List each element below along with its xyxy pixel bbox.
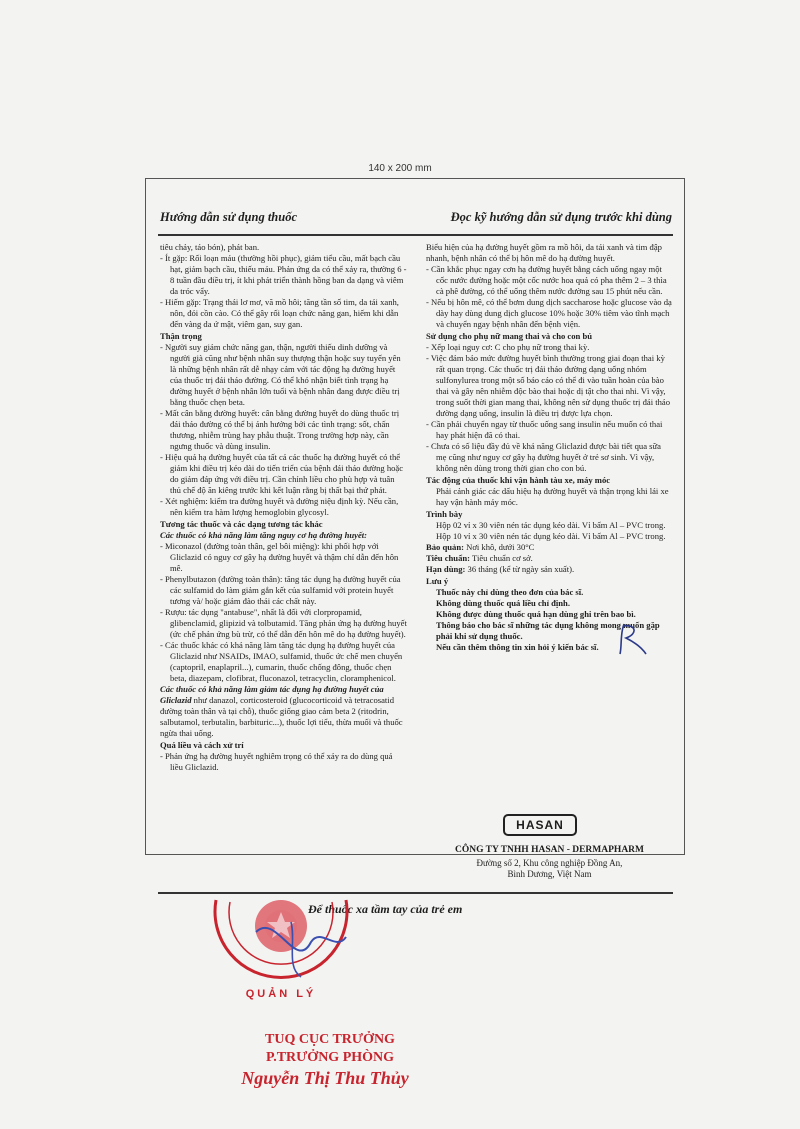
handwritten-initials (616, 620, 650, 658)
note-item: Thông báo cho bác sĩ những tác dụng không mong muốn gặp phải khi sử dụng thuốc. (436, 620, 660, 641)
overdose-item: - Phản ứng hạ đường huyết nghiêm trọng có thể xảy ra do dùng quá liều Gliclazid. (160, 751, 393, 772)
signatory-title-line1: TUQ CỤC TRƯỞNG (265, 1032, 395, 1047)
packaging-item: Hộp 02 vỉ x 30 viên nén tác dụng kéo dài. Vỉ bấm Al – PVC trong. (436, 520, 666, 530)
size-label: 140 x 200 mm (368, 163, 432, 174)
packaging-heading: Trình bày (426, 509, 463, 519)
note-item: Không được dùng thuốc quá hạn dùng ghi trên bao bì. (436, 609, 636, 619)
overdose-treatment-item: - Cần khắc phục ngay cơn hạ đường huyết bằng cách uống ngay một cốc nước đường hoặc một cốc nước hoa quả có pha thêm 2 – 3 thìa cà phê đường, có thể uống thêm nước đường sau 15 phút nếu cần. (426, 264, 667, 296)
driving-text: Phải cảnh giác các dấu hiệu hạ đường huyết và thận trọng khi lái xe hay vận hành máy móc. (436, 486, 669, 507)
overdose-treatment-item: - Nếu bị hôn mê, có thể bơm dung dịch saccharose hoặc glucose vào dạ dày hay dùng dung dịch glucose 10% hoặc 30% tiêm vào tĩnh mạch và chuyển ngay bệnh nhân đến bệnh viện. (426, 297, 672, 329)
signatory-title-line2: P.TRƯỞNG PHÒNG (265, 1050, 395, 1065)
note-item: Nếu cần thêm thông tin xin hỏi ý kiến bác sĩ. (436, 642, 599, 652)
packaging-item: Hộp 10 vỉ x 30 viên nén tác dụng kéo dài. Vỉ bấm Al – PVC trong. (436, 531, 666, 541)
overdose-heading: Quá liều và cách xử trí (160, 740, 244, 750)
pregnancy-item: - Việc đảm bảo mức đường huyết bình thường trong giai đoạn thai kỳ rất quan trọng. Các thuốc trị đái tháo đường dạng uống nhóm sulfonylurea trong một số báo cáo có thể đi vào tuần hoàn của bào thai và gây nên nhiễm độc bào thai hoặc dị tật cho thai nhi. Vì vậy, trong suốt thời gian mang thai, không nên sử dụng thuốc trị đái tháo đường dạng uống, insulin là điều trị được lựa chọn. (426, 353, 671, 418)
precaution-item: - Hiệu quả hạ đường huyết của tất cả các thuốc hạ đường huyết có thể giảm khi điều trị kéo dài do tiến triển của bệnh đái tháo đường hoặc do giảm đáp ứng với điều trị. Cần chỉnh liều cho phù hợp và tuân thủ chế độ ăn kiêng trước khi kết luận rằng bị thất bại thứ phát. (160, 452, 404, 495)
shelf-life-line: Hạn dùng: 36 tháng (kể từ ngày sản xuất). (426, 564, 575, 574)
storage-line: Bảo quản: Nơi khô, dưới 30°C (426, 542, 535, 552)
left-column (160, 242, 407, 773)
company-name: CÔNG TY TNHH HASAN - DERMAPHARM (454, 845, 645, 855)
right-column (426, 242, 673, 653)
side-effects-rare: - Hiếm gặp: Trạng thái lơ mơ, vã mồ hôi; tăng tần số tim, da tái xanh, nôn, đói cồn cào. Có thể gây rối loạn chức năng gan, hiếm khi dẫn đến vàng da ứ mật, viêm gan, suy gan. (160, 297, 399, 329)
header-right-title: Đọc kỹ hướng dẫn sử dụng trước khi dùng (450, 210, 672, 224)
interaction-item: - Phenylbutazon (đường toàn thân): tăng tác dụng hạ đường huyết của các sulfamid do làm giảm gắn kết của sulfamid với protein huyết tương và/ hoặc giảm đào thải các chất này. (160, 574, 401, 606)
signatory-name: Nguyễn Thị Thu Thủy (241, 1068, 409, 1088)
pregnancy-item: - Cần phải chuyển ngay từ thuốc uống sang insulin nếu muốn có thai hay phát hiện đã có thai. (426, 419, 663, 440)
pregnancy-item: - Chưa có số liệu đầy đủ về khả năng Gliclazid được bài tiết qua sữa mẹ cũng như nguy cơ gây hạ đường huyết ở trẻ sơ sinh. Vì vậy, không nên dùng trong thời gian cho con bú. (426, 441, 661, 473)
notes-heading: Lưu ý (426, 576, 449, 586)
company-address (426, 858, 673, 880)
company-address-line1: Đường số 2, Khu công nghiệp Đồng An, (476, 858, 623, 868)
interactions-heading: Tương tác thuốc và các dạng tương tác khác (160, 519, 323, 529)
overdose-continued: Biểu hiện của hạ đường huyết gồm ra mồ hôi, da tái xanh và tim đập nhanh, bệnh nhân có thể bị hôn mê do hạ đường huyết. (426, 242, 662, 263)
driving-heading: Tác động của thuốc khi vận hành tàu xe, máy móc (426, 475, 611, 485)
pregnancy-item: - Xếp loại nguy cơ: C cho phụ nữ trong thai kỳ. (426, 342, 590, 352)
interactions-decrease: Các thuốc có khả năng làm giảm tác dụng hạ đường huyết của Gliclazid như danazol, corticosteroid (glucocorticoid và tetracosatid đường toàn thân và tại chỗ), thuốc giống giao cảm beta 2 (ritodrin, salbutamol, terbutalin, barbituric...), thuốc lợi tiểu, thừa muối và thuốc ngừa thai uống. (160, 684, 403, 738)
official-seal (196, 882, 366, 1007)
precaution-item: - Mất cân bằng đường huyết: cân bằng đường huyết do dùng thuốc trị đái tháo đường có thể bị ảnh hưởng bởi các tình trạng: sốt, chấn thương, nhiễm trùng hay phẫu thuật. Trong trường hợp này, cần ngưng thuốc và dùng insulin. (160, 408, 400, 451)
footer-warning: Để thuốc xa tầm tay của trẻ em (308, 902, 463, 916)
interaction-item: - Rượu: tác dụng "antabuse", nhất là đối với clorpropamid, glibenclamid, glipizid và tolbutamid. Tăng phản ứng hạ đường huyết (ức chế phản ứng bù trừ, có thể dẫn đến hôn mê do hạ đường huyết). (160, 607, 407, 639)
pregnancy-heading: Sử dụng cho phụ nữ mang thai và cho con bú (426, 331, 593, 341)
interaction-item: - Miconazol (đường toàn thân, gel bôi miệng): khi phối hợp với Gliclazid có nguy cơ gây hạ đường huyết và thậm chí dẫn đến hôn mê. (160, 541, 399, 573)
company-address-line2: Bình Dương, Việt Nam (507, 869, 592, 879)
header-divider (158, 234, 673, 236)
interaction-item: - Các thuốc khác có khả năng làm tăng tác dụng hạ đường huyết của Gliclazid như NSAIDs, IMAO, sulfamid, thuốc ức chế men chuyển (captopril, enaplapril...), cumarin, thuốc chống đông, thuốc chẹn beta, diazepam, clofibrat, fluconazol, tetracyclin, cloramphenicol. (160, 640, 403, 683)
side-effects-continued: tiêu chảy, táo bón), phát ban. (160, 242, 260, 252)
precaution-item: - Người suy giảm chức năng gan, thận, người thiếu dinh dưỡng và người già cũng như bệnh nhân suy thượng thận hoặc suy tuyến yên là những bệnh nhân rất dễ nhạy cảm với tác động hạ đường huyết của thuốc trị đái tháo đường. Có thể khó nhận biết tình trạng hạ đường huyết ở bệnh nhân lớn tuổi và bệnh nhân đang được điều trị bằng thuốc chẹn beta. (160, 342, 401, 407)
standard-line: Tiêu chuẩn: Tiêu chuẩn cơ sở. (426, 553, 533, 563)
interactions-subheading-increase: Các thuốc có khả năng làm tăng nguy cơ hạ đường huyết: (160, 530, 368, 540)
note-item: Không dùng thuốc quá liều chỉ định. (436, 598, 570, 608)
precautions-heading: Thận trọng (160, 331, 202, 341)
precaution-item: - Xét nghiệm: kiểm tra đường huyết và đường niệu định kỳ. Nếu cần, nên kiểm tra hàm lượng hemoglobin glycosyl. (160, 496, 399, 517)
company-logo: HASAN (503, 814, 577, 836)
note-item: Thuốc này chỉ dùng theo đơn của bác sĩ. (436, 587, 584, 597)
svg-text:QUẢN LÝ: QUẢN LÝ (245, 988, 317, 1000)
side-effects-uncommon: - Ít gặp: Rối loạn máu (thường hồi phục), giảm tiểu cầu, mất bạch cầu hạt, giảm bạch cầu, thiếu máu. Phản ứng da có thể xảy ra, thường 6 - 8 tuần đầu điều trị, ít khi phát triển thành hồng ban da dạng và viêm da tróc vẩy. (160, 253, 407, 296)
header-left-title: Hướng dẫn sử dụng thuốc (160, 210, 298, 224)
